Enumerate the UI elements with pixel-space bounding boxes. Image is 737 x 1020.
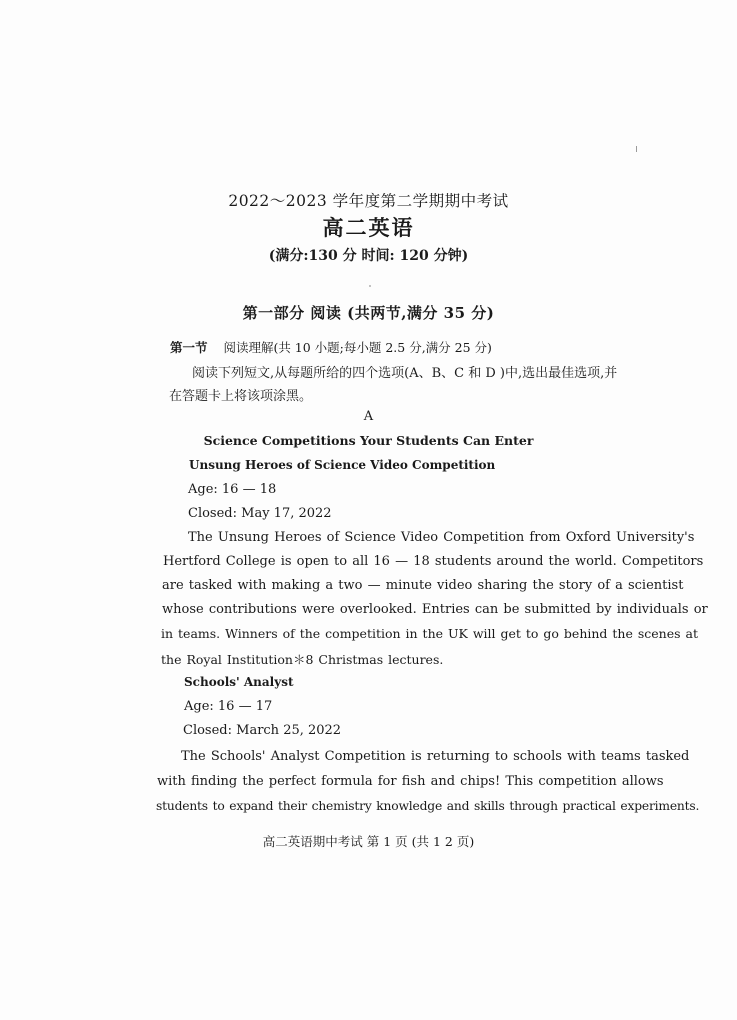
competition-title: Unsung Heroes of Science Video Competition bbox=[189, 458, 496, 472]
paragraph-line: the Royal Institution＊8 Christmas lectures. bbox=[161, 652, 444, 667]
competition-age: Age: 16 — 17 bbox=[184, 699, 273, 714]
paragraph-line: Hertford College is open to all 16 — 18 students around the world. Competitors bbox=[163, 554, 704, 569]
competition-closed-date: Closed: May 17, 2022 bbox=[188, 506, 332, 521]
subject-title: 高二英语 bbox=[322, 215, 415, 240]
section-title: 阅读理解(共 10 小题;每小题 2.5 分,满分 25 分) bbox=[223, 340, 492, 355]
page-footer: 高二英语期中考试 第 1 页 (共 1 2 页) bbox=[262, 834, 475, 849]
paragraph-line: with finding the perfect formula for fish and chips! This competition allows bbox=[157, 774, 664, 789]
exam-title: 2022～2023 学年度第二学期期中考试 bbox=[228, 192, 509, 210]
competition-closed-date: Closed: March 25, 2022 bbox=[183, 723, 342, 738]
paragraph-line: The Unsung Heroes of Science Video Competition from Oxford University's bbox=[188, 530, 695, 545]
paragraph-line: in teams. Winners of the competition in the UK will get to go behind the scenes at bbox=[161, 626, 698, 641]
section-heading bbox=[170, 338, 492, 356]
competition-age: Age: 16 — 18 bbox=[188, 482, 277, 497]
paragraph-line: whose contributions were overlooked. Entries can be submitted by individuals or bbox=[162, 602, 708, 617]
scan-edge-mark bbox=[636, 146, 637, 152]
score-time-info: (满分:130 分 时间: 120 分钟) bbox=[268, 248, 469, 264]
section-label: 第一节 bbox=[170, 340, 208, 355]
competition-title: Schools' Analyst bbox=[184, 675, 294, 689]
paragraph-line: are tasked with making a two — minute video sharing the story of a scientist bbox=[162, 578, 684, 593]
instruction-line-2: 在答题卡上将该项涂黑。 bbox=[169, 389, 313, 404]
scan-speck bbox=[369, 285, 371, 287]
part-title: 第一部分 阅读 (共两节,满分 35 分) bbox=[242, 304, 495, 322]
article-title: Science Competitions Your Students Can Enter bbox=[203, 433, 534, 448]
paragraph-line: students to expand their chemistry knowledge and skills through practical experiments. bbox=[156, 799, 700, 813]
paragraph-line: The Schools' Analyst Competition is returning to schools with teams tasked bbox=[181, 749, 690, 764]
passage-letter: A bbox=[363, 409, 374, 424]
instruction-line-1: 阅读下列短文,从每题所给的四个选项(A、B、C 和 D )中,选出最佳选项,并 bbox=[192, 366, 618, 381]
